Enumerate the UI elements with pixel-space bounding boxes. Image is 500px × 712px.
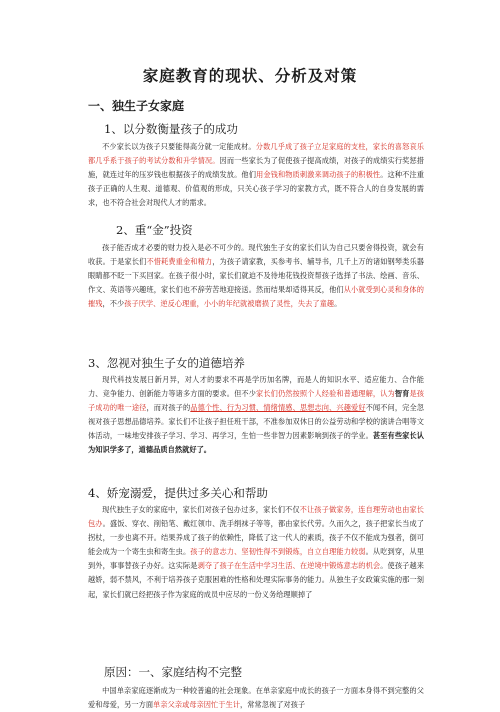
document-title: 家庭教育的现状、分析及对策 (142, 66, 358, 85)
text-run: 孩子能否成才必要的财力投入是必不可少的。现代独生子女的家长们认为自己只要舍得投资，就会有收获。于是家长们 (88, 243, 424, 267)
text-run: 不闻不问，完全忽视对孩子思想品德培养。家长们不让孩子担任班干部，不准参加双休日的公益劳动和学校的演讲合唱等文体活动，一味地安排孩子学习、学习、再学习，生怕一些非智力因素影响到孩子的学业。 (88, 403, 424, 441)
text-run: ，为孩子请家教，买参考书、辅导书，几千上万的诸如钢琴类乐器眼睛都不眨一下买回家。在孩子很小时，家长们就迫不及待地花钱投资帮孩子选择了书法、绘画、音乐、作文、英语等兴趣班，家长们也不辞劳苦地迎接送。然而结果却适得其反，他们 (88, 257, 425, 295)
paragraph-spoiling (88, 503, 424, 602)
text-run: ，常常忽视了对孩子 (240, 700, 306, 710)
highlight-text: 不让孩子做家务，连自理劳动也由家长包办 (88, 505, 424, 529)
text-run: 因而一些家长为了促使孩子提高成绩，对孩子的成绩实行奖惩措施，就连过年的压岁钱也根据孩子的成绩发放。他们 (88, 156, 425, 180)
highlight-text: 是孩子成功的唯一途径 (88, 389, 425, 413)
paragraph-money-investment (88, 241, 424, 311)
text-run: 中国单亲家庭逐渐成为一种较普遍的社会现象。在单亲家庭中成长的孩子一方面本身得不到完整的父爱和母爱，另一方面 (88, 686, 424, 710)
highlight-text: 不惜耗费重金和精力 (146, 257, 213, 267)
text-run: 现代独生子女的家庭中，家长们对孩子包办过多，家长们不仅 (102, 505, 300, 514)
reason-heading: 原因：一、家庭结构不完整 (104, 665, 242, 679)
highlight-underlined-text: 品德个性、行为习惯、情绪情感、思想志向、兴趣爱好 (190, 403, 366, 413)
highlight-text: 剥夺了孩子在生活中学习生活、在逆境中锻炼意志的机会 (197, 561, 381, 571)
bold-text: 甚至有些家长认为知识学多了，道德品质自然就好了。 (88, 431, 424, 455)
paragraph-reason (88, 684, 424, 712)
subheading-score-measure: 1、以分数衡量孩子的成功 (104, 122, 238, 136)
text-run: ，不少 (102, 299, 125, 309)
text-run: 不少家长以为孩子只要能得高分就一定能成材。 (102, 142, 256, 151)
text-run: 。从吃到穿，从里到外，事事替孩子办好。这实际是 (88, 547, 425, 571)
text-run: 。盛饭、穿衣、削铅笔、戴红领巾、洗手绢袜子等等，都由家长代劳。久而久之，孩子把家长当成了拐杖，一步也离不开。结果养成了孩子的依赖性，降低了这一代人的素质，孩子不仅不能成为强者，倒可能会成为一个寄生虫和寄生虫。 (88, 519, 424, 557)
highlight-text: 分数几乎成了孩子立足家庭的支柱，家长的喜怒哀乐都几乎系于孩子的考试分数和升学情况。 (88, 142, 424, 166)
subheading-money-investment: 2、重“金”投资 (116, 223, 193, 237)
text-run: 。 (334, 299, 342, 309)
bold-text: 智育 (394, 389, 410, 399)
paragraph-moral-education (88, 373, 424, 458)
subheading-moral-education: 3、忽视对独生子女的道德培养 (88, 356, 245, 370)
highlight-text: 单亲父亲或母亲因忙于生计 (153, 700, 240, 710)
highlight-text: 从小就受到心灵和身体的摧残 (88, 285, 424, 309)
highlight-text: 家长们仍然按照个人经验和普通理解，认为 (256, 389, 395, 399)
text-run: 现代科技发展日新月异，对人才的要求不再是学历加名牌，而是人的知识水平、适应能力、合作能力、竞争能力、创新能力等诸多方面的要求。但不少 (88, 375, 424, 399)
highlight-text: 孩子厌学、逆反心理重，小小的年纪就被磨损了灵性，失去了童趣 (124, 299, 335, 309)
highlight-text: 孩子的意志力、坚韧性得不到锻炼，自立自理能力较弱 (190, 547, 366, 557)
text-run: ，而对孩子的 (146, 403, 191, 413)
paragraph-score-measure (88, 140, 424, 210)
section-heading-single-child-family: 一、独生子女家庭 (88, 99, 185, 113)
subheading-spoiling: 4、娇宠溺爱，提供过多关心和帮助 (88, 486, 268, 500)
text-run: 。使孩子越来越娇，弱不禁风，不利于培养孩子克服困难的性格和处理实际事务的能力。从独生子女政策实施的那一刻起，家长们就已经把孩子作为家庭的成员中应尽的一份义务给理顺掉了 (88, 561, 424, 599)
highlight-text: 用金钱和物质刺激来调动孩子的积极性 (256, 170, 381, 180)
text-run: 。这种不注重孩子正确的人生观、道德观、价值观的形成，只关心孩子学习的家教方式，既不符合人的自身发展的需求，也不符合社会对现代人才的需求。 (88, 170, 424, 208)
